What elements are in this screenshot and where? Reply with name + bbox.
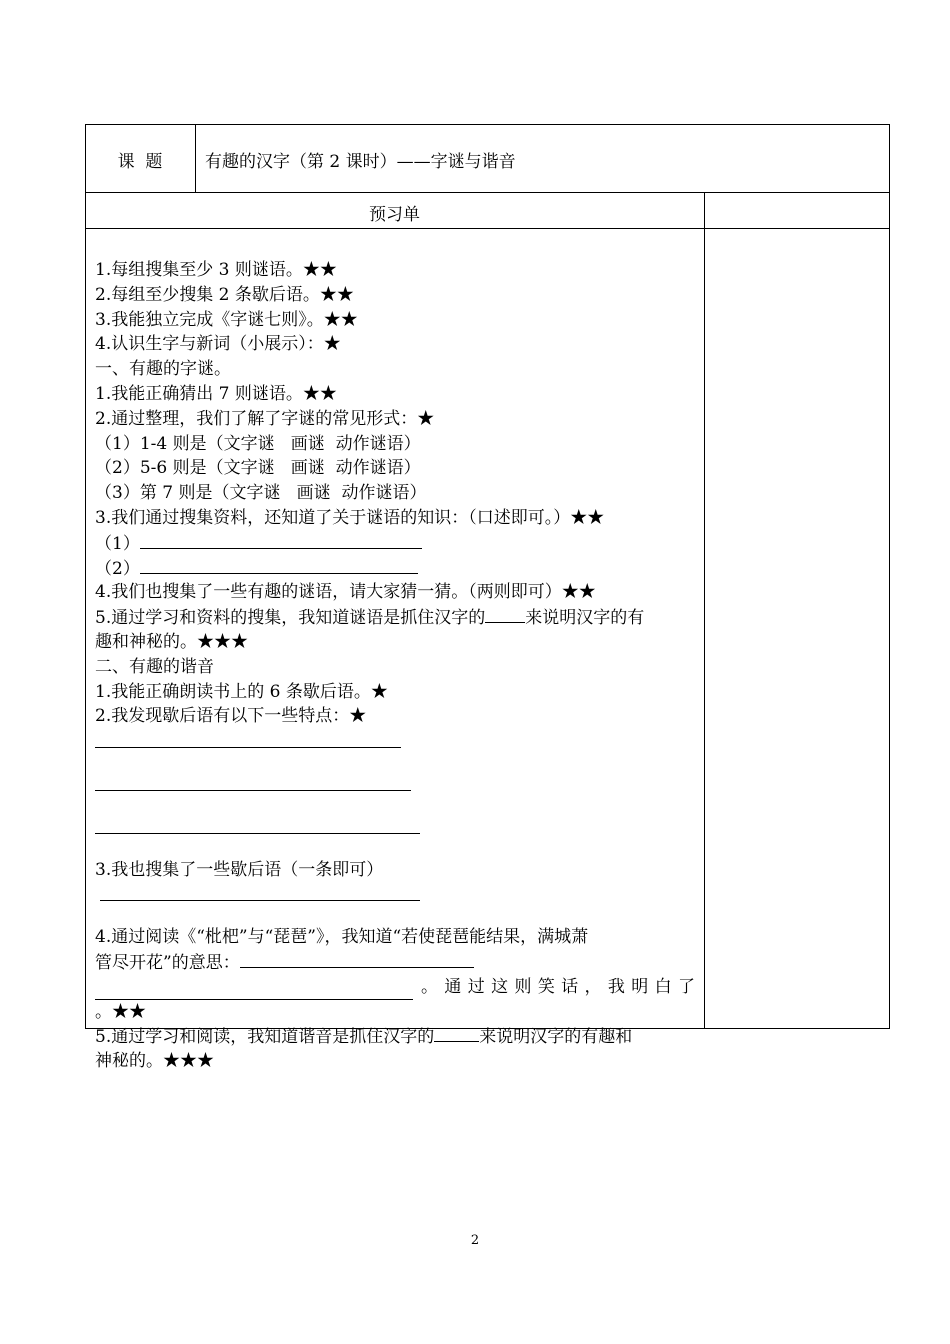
task-line: 3.我也搜集了一些歇后语（一条即可） bbox=[95, 859, 384, 880]
answer-rule-row bbox=[95, 900, 695, 925]
task-line: 1.每组搜集至少 3 则谜语。★★ bbox=[95, 260, 337, 280]
option-line: （2）5-6 则是（文字谜 画谜 动作谜语） bbox=[95, 458, 421, 479]
task-line: 。★★ bbox=[95, 1001, 146, 1022]
row-divider bbox=[85, 228, 890, 229]
option-line: （3）第 7 则是（文字谜 画谜 动作谜语） bbox=[95, 483, 427, 504]
col-divider bbox=[195, 124, 196, 192]
section-heading: 二、有趣的谐音 bbox=[95, 656, 214, 677]
col-divider bbox=[704, 192, 705, 1029]
fill-blank[interactable] bbox=[485, 605, 525, 623]
task-line: 5.通过学习和资料的搜集，我知道谜语是抓住汉字的 来说明汉字的有 bbox=[95, 605, 695, 630]
answer-line bbox=[95, 556, 695, 581]
preview-worksheet bbox=[95, 258, 695, 1074]
task-line: 3.我能独立完成《字谜七则》。★★ bbox=[95, 309, 358, 330]
task-line: 。通过这则笑话，我明白了 bbox=[95, 975, 695, 1000]
option-line: （1）1-4 则是（文字谜 画谜 动作谜语） bbox=[95, 433, 421, 454]
fill-blank[interactable] bbox=[240, 950, 474, 968]
answer-line bbox=[95, 531, 695, 556]
topic-title: 有趣的汉字（第 2 课时）——字谜与谐音 bbox=[205, 152, 516, 172]
answer-label: （1） bbox=[95, 533, 140, 554]
fill-blank[interactable] bbox=[434, 1024, 479, 1042]
task-line: 3.我们通过搜集资料，还知道了关于谜语的知识：（口述即可。）★★ bbox=[95, 507, 605, 528]
answer-rule-row bbox=[95, 790, 695, 815]
task-line: 1.我能正确朗读书上的 6 条歇后语。★ bbox=[95, 681, 388, 702]
task-line: 神秘的。★★★ bbox=[95, 1051, 214, 1072]
task-line: 4.认识生字与新词（小展示）：★ bbox=[95, 334, 341, 355]
answer-rule[interactable] bbox=[95, 790, 411, 791]
task-line: 4.我们也搜集了一些有趣的谜语，请大家猜一猜。（两则即可）★★ bbox=[95, 582, 596, 603]
section-heading: 一、有趣的字谜。 bbox=[95, 359, 231, 380]
fill-blank[interactable] bbox=[95, 982, 413, 1000]
task-line: 2.我发现歇后语有以下一些特点：★ bbox=[95, 706, 367, 727]
page-number: 2 bbox=[470, 1233, 480, 1248]
section-title: 预习单 bbox=[369, 205, 420, 225]
answer-label: （2） bbox=[95, 558, 140, 579]
topic-label: 课 题 bbox=[117, 152, 163, 172]
task-line: 5.通过学习和阅读，我知道谐音是抓住汉字的 来说明汉字的有趣和 bbox=[95, 1024, 695, 1049]
answer-rule[interactable] bbox=[95, 747, 401, 748]
task-line: 趣和神秘的。★★★ bbox=[95, 631, 248, 652]
task-line: 1.我能正确猜出 7 则谜语。★★ bbox=[95, 383, 337, 404]
answer-rule-row bbox=[95, 747, 695, 772]
answer-rule-row bbox=[95, 833, 695, 858]
answer-rule[interactable] bbox=[95, 833, 420, 834]
task-line: 4.通过阅读《“枇杷”与“琵琶”》，我知道“若使琵琶能结果，满城萧 bbox=[95, 927, 589, 948]
task-line: 管尽开花”的意思： bbox=[95, 950, 695, 975]
answer-blank[interactable] bbox=[140, 531, 422, 549]
answer-rule[interactable] bbox=[100, 900, 420, 901]
task-line: 2.通过整理，我们了解了字谜的常见形式：★ bbox=[95, 408, 435, 429]
task-line: 2.每组至少搜集 2 条歇后语。★★ bbox=[95, 284, 354, 305]
answer-blank[interactable] bbox=[140, 556, 418, 574]
row-divider bbox=[85, 192, 890, 193]
